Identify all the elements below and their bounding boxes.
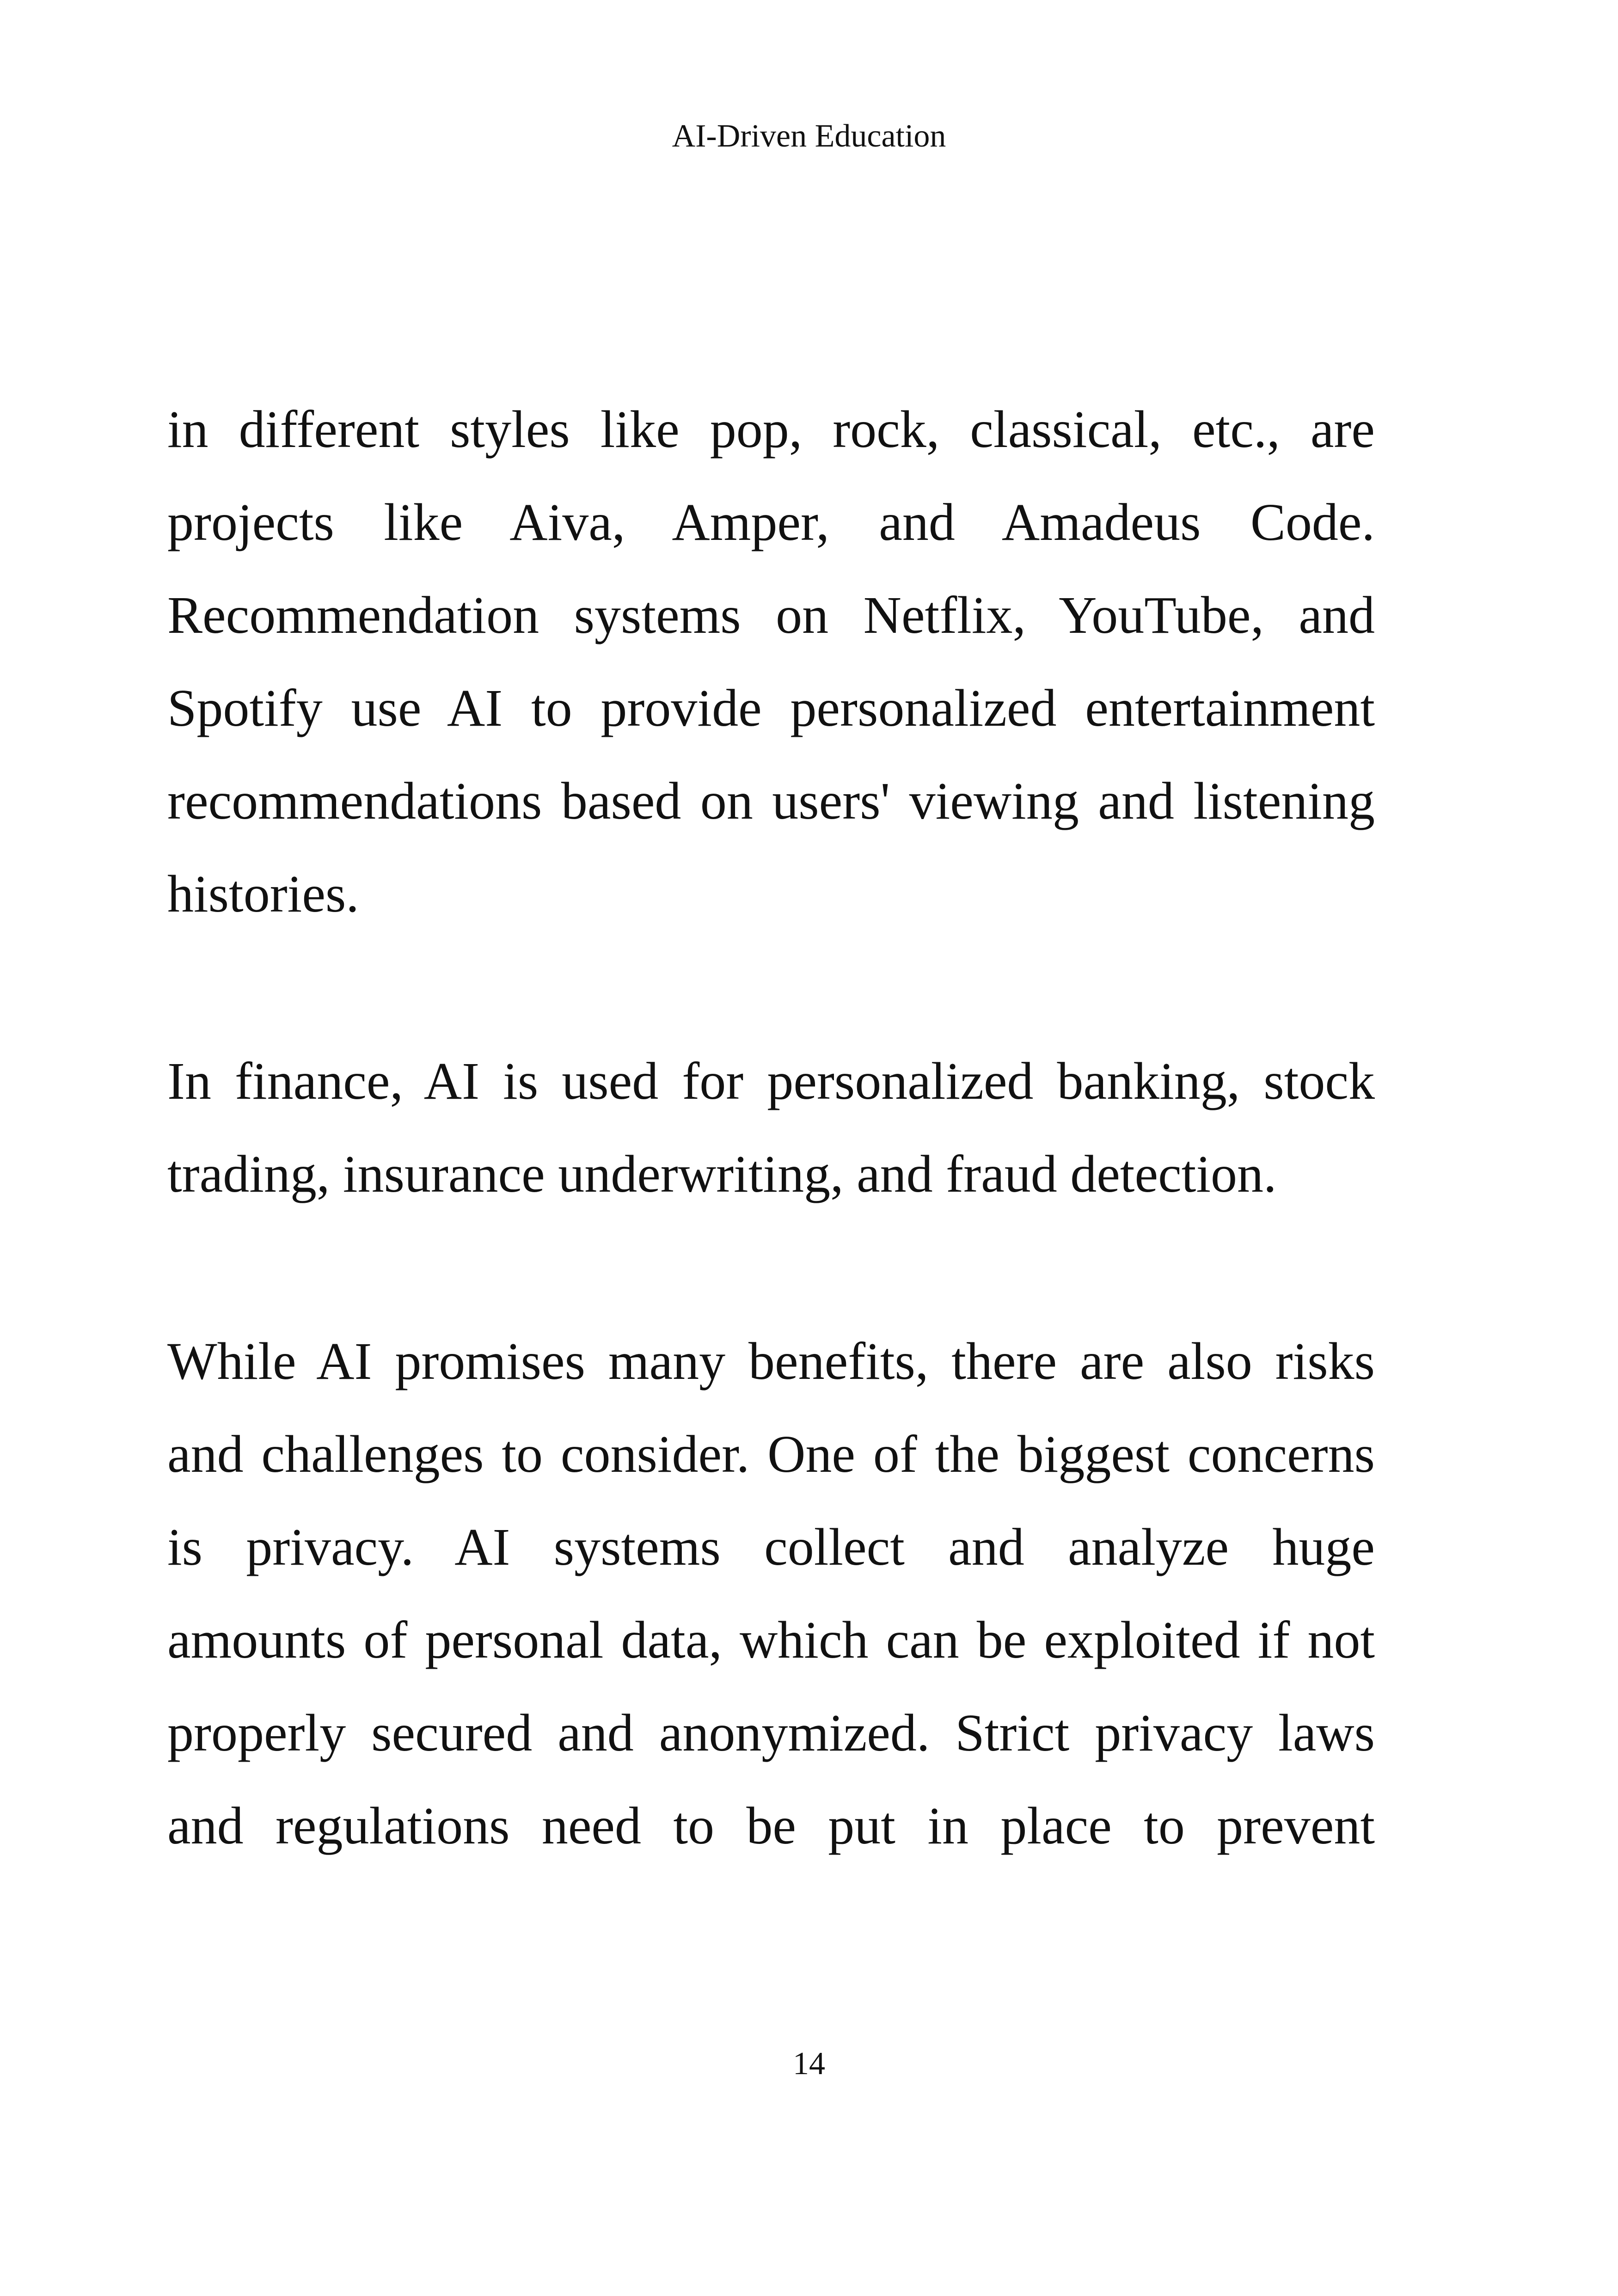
- paragraph-2: [167, 1035, 1375, 1220]
- text-line: histories.: [167, 864, 359, 923]
- paragraph-1: [167, 383, 1375, 940]
- text-line: While AI promises many benefits, there are also risks: [167, 1332, 1375, 1390]
- body-text: [167, 383, 1375, 1872]
- text-line: in different styles like pop, rock, classical, etc., are: [167, 400, 1375, 459]
- paragraph-3: [167, 1315, 1375, 1872]
- running-head: AI-Driven Education: [672, 118, 946, 154]
- text-line: Spotify use AI to provide personalized entertainment: [167, 679, 1375, 737]
- text-line: amounts of personal data, which can be exploited if not: [167, 1610, 1375, 1669]
- text-line: recommendations based on users' viewing and listening: [167, 771, 1375, 830]
- text-line: trading, insurance underwriting, and fraud detection.: [167, 1145, 1277, 1203]
- paragraph-gap: [167, 1220, 1375, 1315]
- text-line: In finance, AI is used for personalized banking, stock: [167, 1052, 1375, 1110]
- text-line: projects like Aiva, Amper, and Amadeus Code.: [167, 493, 1375, 551]
- page-number: 14: [793, 2046, 825, 2082]
- paragraph-gap: [167, 940, 1375, 1035]
- text-line: properly secured and anonymized. Strict privacy laws: [167, 1703, 1375, 1762]
- text-line: and regulations need to be put in place to prevent: [167, 1796, 1375, 1855]
- text-line: Recommendation systems on Netflix, YouTube, and: [167, 586, 1375, 644]
- text-line: is privacy. AI systems collect and analyze huge: [167, 1518, 1375, 1576]
- text-line: and challenges to consider. One of the biggest concerns: [167, 1425, 1375, 1483]
